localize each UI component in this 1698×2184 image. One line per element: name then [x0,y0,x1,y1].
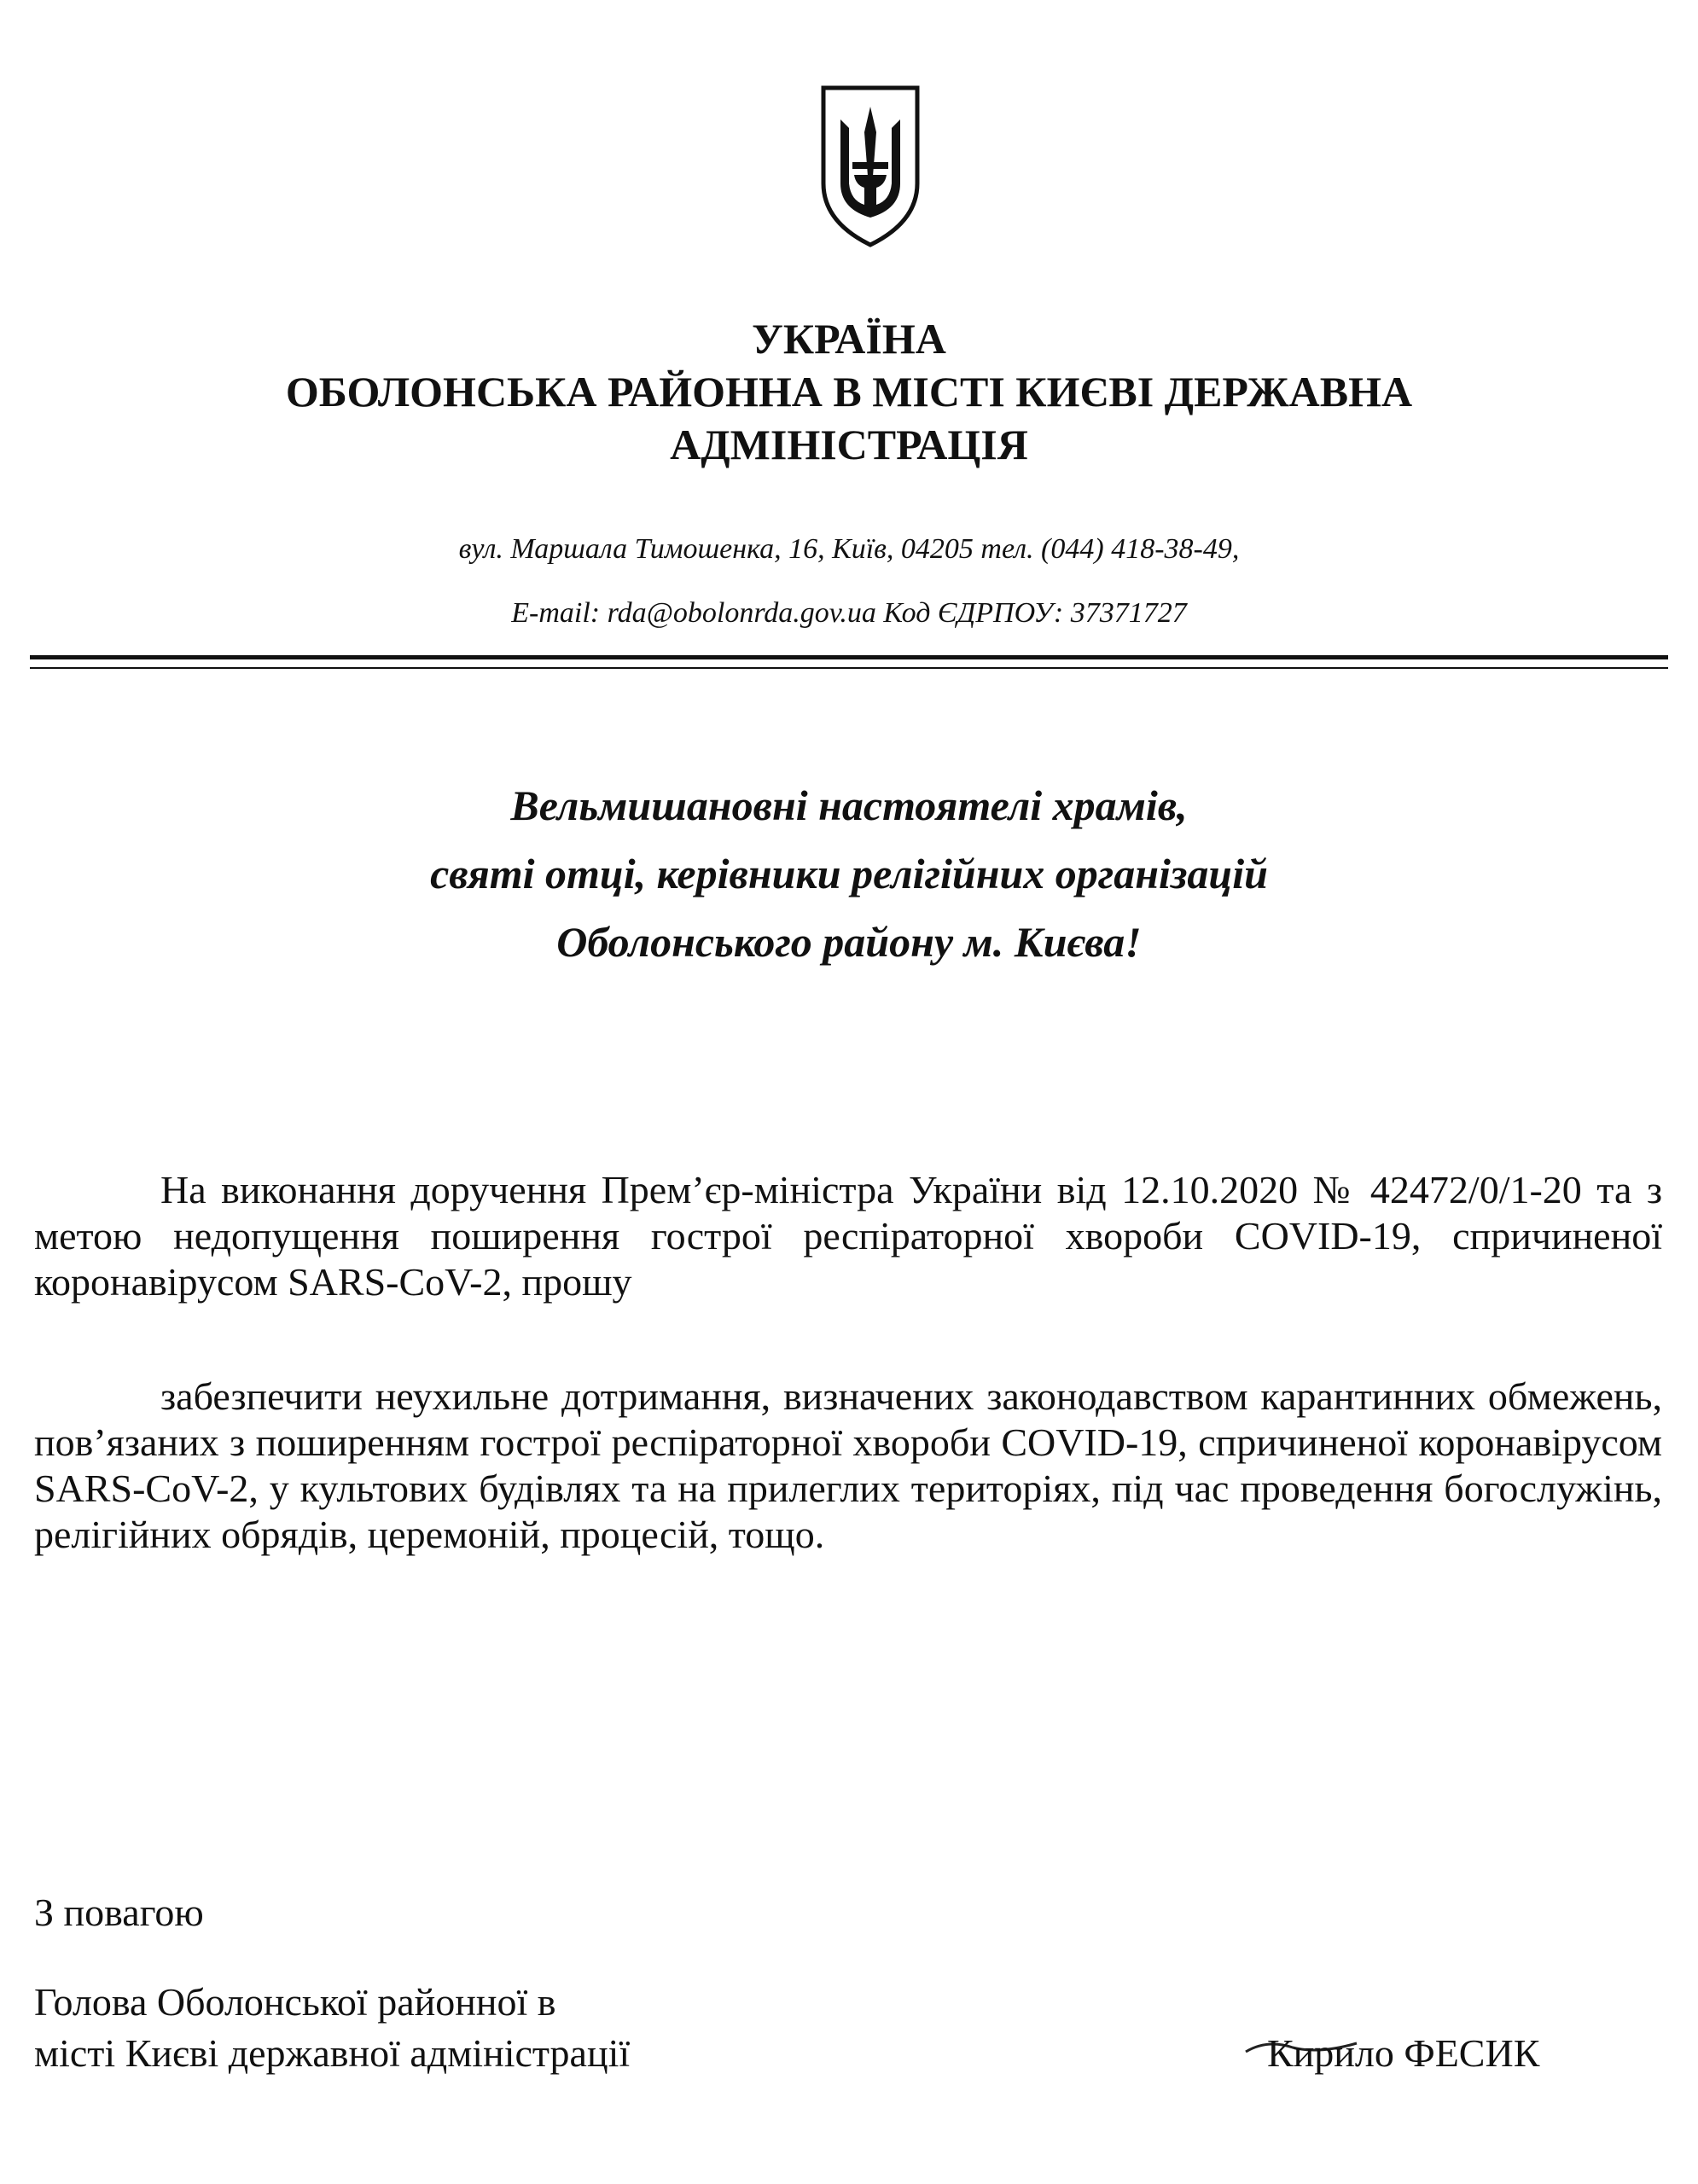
signer-position-line-2: місті Києві державної адміністрації [34,2031,631,2075]
header-divider-thin [30,667,1668,669]
greeting-line-2: святі отці, керівники релігійних організацій [430,850,1268,897]
signer-name: Кирило ФЕСИК [1267,2031,1540,2075]
greeting-line-1: Вельмишановні настоятелі храмів, [510,781,1188,829]
greeting-line-3: Оболонського району м. Києва! [556,918,1142,966]
trident-coat-of-arms-icon [815,81,926,252]
email-code-line: E-mail: rda@obolonrda.gov.ua Код ЄДРПОУ: 37371727 [511,597,1187,629]
closing-regards: З повагою [34,1891,204,1934]
organization-title: ОБОЛОНСЬКА РАЙОННА В МІСТІ КИЄВІ ДЕРЖАВНА [285,368,1413,415]
organization-title-cont: АДМІНІСТРАЦІЯ [670,421,1028,468]
country-title: УКРАЇНА [752,315,946,363]
address-line: вул. Маршала Тимошенка, 16, Київ, 04205 тел. (044) 418-38-49, [458,533,1240,565]
body-paragraph-1: На виконання доручення Прем’єр-міністра України від 12.10.2020 № 42472/0/1-20 та з метою недопущення поширення гострої респіраторної хвороби COVID-19, спричиненої коронавірусом SARS-CoV-2, прошу [34,1168,1662,1304]
header-divider-thick [30,655,1668,659]
signer-position-line-1: Голова Оболонської районної в [34,1980,556,2024]
body-paragraph-2: забезпечити неухильне дотримання, визначених законодавством карантинних обмежень, пов’язаних з поширенням гострої респіраторної хвороби COVID-19, спричиненої коронавірусом SARS-CoV-2, у культових будівлях та на прилеглих територіях, під час проведення богослужінь, релігійних обрядів, церемоній, процесій, тощо. [34,1374,1662,1556]
